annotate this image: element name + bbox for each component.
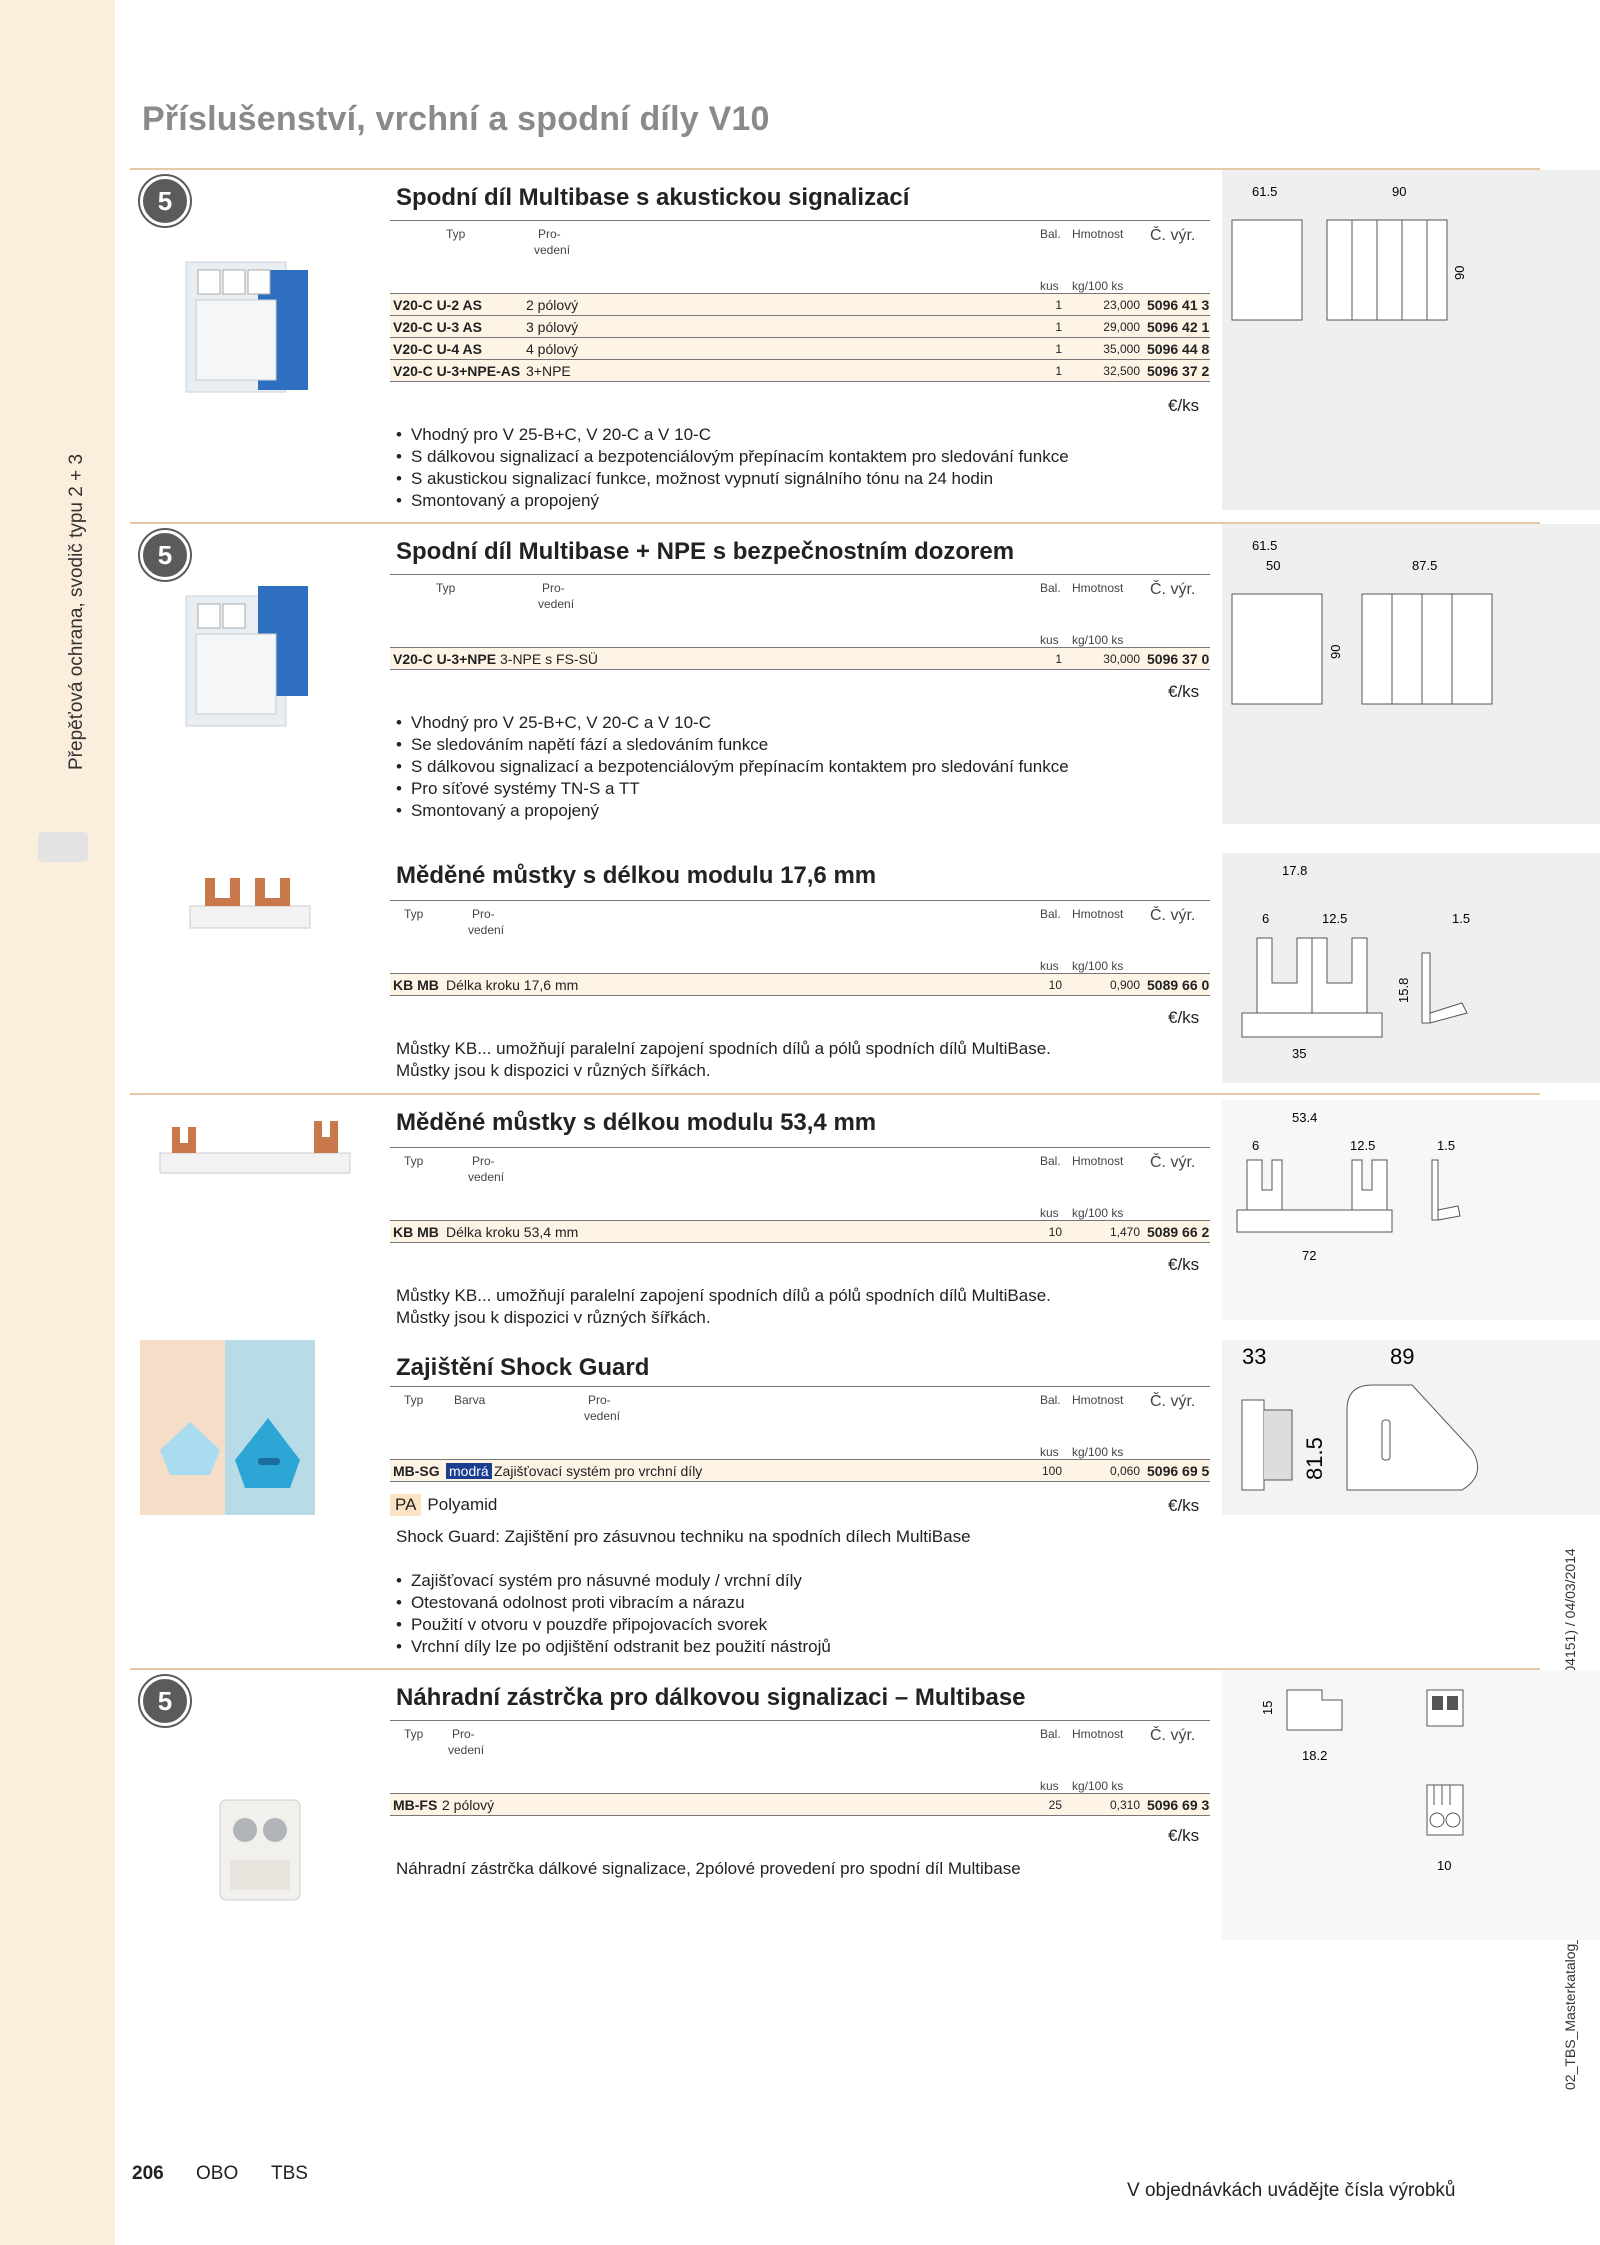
table-row: KB MB Délka kroku 53,4 mm 10 1,470 5089 66 2 xyxy=(390,1221,1210,1243)
price-unit: €/ks xyxy=(1168,1496,1200,1515)
list-item: • Pro síťové systémy TN-S a TT xyxy=(396,778,1069,800)
section-title: Měděné můstky s délkou modulu 17,6 mm xyxy=(396,862,877,889)
col-cvyr: Č. výr. xyxy=(1150,227,1196,244)
dim-label: 90 xyxy=(1328,644,1343,659)
table-row: V20-C U-2 AS 2 pólový 1 23,000 5096 41 3 xyxy=(390,294,1210,316)
col-cvyr: Č. výr. xyxy=(1150,1393,1196,1410)
product-table xyxy=(390,1147,1210,1243)
product-table xyxy=(390,1720,1210,1816)
material-info xyxy=(390,1494,497,1516)
dim-label: 15 xyxy=(1260,1700,1275,1715)
col-vedeni: vedení xyxy=(468,923,505,937)
col-bal: Bal. xyxy=(1040,907,1061,921)
list-item: • Se sledováním napětí fází a sledováním funkce xyxy=(396,734,1069,756)
feature-list xyxy=(396,424,1069,512)
col-vedeni: vedení xyxy=(448,1743,485,1757)
feature-list xyxy=(396,712,1069,822)
dim-label: 1.5 xyxy=(1452,911,1471,926)
table-row: MB-FS 2 pólový 25 0,310 5096 69 3 xyxy=(390,1794,1210,1816)
list-item: • Vrchní díly lze po odjištění odstranit bez použití nástrojů xyxy=(396,1636,831,1658)
table-row: KB MB Délka kroku 17,6 mm 10 0,900 5089 66 0 xyxy=(390,974,1210,996)
copper-bridge-long-image xyxy=(150,1107,360,1197)
dim-label: 87.5 xyxy=(1412,558,1438,573)
section-title: Spodní díl Multibase + NPE s bezpečnostním dozorem xyxy=(396,538,1015,565)
col-typ: Typ xyxy=(404,907,424,921)
col-hmotnost: Hmotnost xyxy=(1072,907,1124,921)
product-table xyxy=(390,900,1210,996)
col-vedeni: vedení xyxy=(534,243,571,257)
dim-label: 15.8 xyxy=(1396,977,1411,1003)
unit-kg: kg/100 ks xyxy=(1072,633,1124,647)
col-bal: Bal. xyxy=(1040,581,1061,595)
col-typ: Typ xyxy=(404,1154,424,1168)
description-line: Shock Guard: Zajištění pro zásuvnou techniku na spodních dílech MultiBase xyxy=(396,1527,971,1546)
product-table xyxy=(390,574,1210,670)
list-item: • S dálkovou signalizací a bezpotenciálovým přepínacím kontaktem pro sledování funkce xyxy=(396,756,1069,778)
dim-label: 72 xyxy=(1302,1248,1317,1263)
dim-label: 53.4 xyxy=(1292,1110,1318,1125)
col-bal: Bal. xyxy=(1040,1393,1061,1407)
product-table xyxy=(390,1386,1210,1482)
col-vedeni: vedení xyxy=(468,1170,505,1184)
section-copper-bridge-17 xyxy=(130,848,1540,1092)
dim-label: 90 xyxy=(1392,184,1407,199)
dim-label: 1.5 xyxy=(1437,1138,1456,1153)
col-barva: Barva xyxy=(454,1393,486,1407)
col-hmotnost: Hmotnost xyxy=(1072,1393,1124,1407)
col-bal: Bal. xyxy=(1040,227,1061,241)
col-hmotnost: Hmotnost xyxy=(1072,227,1124,241)
dim-label: 61.5 xyxy=(1252,184,1278,199)
description-line: Můstky KB... umožňují paralelní zapojení spodních dílů a pólů spodních dílů MultiBase. xyxy=(396,1286,1051,1305)
col-pro: Pro- xyxy=(452,1727,475,1741)
price-unit: €/ks xyxy=(1168,1255,1200,1274)
section-title: Měděné můstky s délkou modulu 53,4 mm xyxy=(396,1109,877,1136)
col-bal: Bal. xyxy=(1040,1154,1061,1168)
dim-label: 10 xyxy=(1437,1858,1452,1873)
col-vedeni: vedení xyxy=(538,597,575,611)
dim-label: 81.5 xyxy=(1302,1437,1327,1480)
list-item: • S akustickou signalizací funkce, možnost vypnutí signálního tónu na 24 hodin xyxy=(396,468,1069,490)
description-line: Náhradní zástrčka dálkové signalizace, 2pólové provedení pro spodní díl Multibase xyxy=(396,1859,1021,1878)
list-item: • Smontovaný a propojený xyxy=(396,800,1069,822)
unit-kus: kus xyxy=(1040,279,1059,293)
section-multibase-acoustic xyxy=(130,168,1540,522)
side-thumbnail xyxy=(38,832,88,862)
dim-label: 89 xyxy=(1390,1344,1415,1369)
dim-label: 18.2 xyxy=(1302,1748,1328,1763)
unit-kus: kus xyxy=(1040,1206,1059,1220)
unit-kg: kg/100 ks xyxy=(1072,1445,1124,1459)
description xyxy=(396,1858,1021,1880)
multibase-npe-product-image xyxy=(168,564,318,744)
dim-label: 50 xyxy=(1266,558,1281,573)
section-shock-guard xyxy=(130,1340,1540,1665)
dimension-drawing xyxy=(1222,1100,1600,1320)
price-unit: €/ks xyxy=(1168,1826,1200,1845)
page-title: Příslušenství, vrchní a spodní díly V10 xyxy=(142,100,770,138)
price-unit: €/ks xyxy=(1168,1008,1200,1027)
dimension-drawing xyxy=(1222,1340,1600,1515)
description xyxy=(396,1526,971,1548)
material-name: Polyamid xyxy=(427,1495,498,1514)
unit-kus: kus xyxy=(1040,1779,1059,1793)
material-code: PA xyxy=(390,1494,421,1516)
col-pro: Pro- xyxy=(472,907,495,921)
table-row: V20-C U-3 AS 3 pólový 1 29,000 5096 42 1 xyxy=(390,316,1210,338)
description xyxy=(396,1285,1051,1329)
col-cvyr: Č. výr. xyxy=(1150,907,1196,924)
unit-kg: kg/100 ks xyxy=(1072,1779,1124,1793)
list-item: • Použití v otvoru v pouzdře připojovacích svorek xyxy=(396,1614,831,1636)
dimension-drawing xyxy=(1222,524,1600,824)
list-item: • S dálkovou signalizací a bezpotenciálovým přepínacím kontaktem pro sledování funkce xyxy=(396,446,1069,468)
section-title: Zajištění Shock Guard xyxy=(396,1354,650,1381)
copper-bridge-image xyxy=(180,858,330,938)
section-title: Náhradní zástrčka pro dálkovou signalizaci – Multibase xyxy=(396,1684,1026,1711)
side-label: Přepěťová ochrana, svodič typu 2 + 3 xyxy=(66,453,87,770)
dim-label: 12.5 xyxy=(1350,1138,1376,1153)
product-table xyxy=(390,220,1210,382)
dim-label: 6 xyxy=(1252,1138,1260,1153)
replacement-plug-image xyxy=(200,1770,320,1920)
dim-label: 6 xyxy=(1262,911,1270,926)
dimension-drawing xyxy=(1222,170,1600,510)
list-item: • Smontovaný a propojený xyxy=(396,490,1069,512)
unit-kg: kg/100 ks xyxy=(1072,959,1124,973)
unit-kus: kus xyxy=(1040,633,1059,647)
price-unit: €/ks xyxy=(1168,396,1200,415)
dimension-drawing xyxy=(1222,853,1600,1083)
description-line: Můstky jsou k dispozici v různých šířkách. xyxy=(396,1308,711,1327)
table-row: V20-C U-3+NPE 3-NPE s FS-SÜ 1 30,000 5096 37 0 xyxy=(390,648,1210,670)
description-line: Můstky KB... umožňují paralelní zapojení spodních dílů a pólů spodních dílů MultiBase. xyxy=(396,1039,1051,1058)
description-line: Můstky jsou k dispozici v různých šířkách. xyxy=(396,1061,711,1080)
unit-kus: kus xyxy=(1040,1445,1059,1459)
price-unit: €/ks xyxy=(1168,682,1200,701)
dim-label: 35 xyxy=(1292,1046,1307,1061)
list-item: • Vhodný pro V 25-B+C, V 20-C a V 10-C xyxy=(396,712,1069,734)
page-number: 206 xyxy=(132,2163,164,2184)
col-pro: Pro- xyxy=(538,227,561,241)
col-cvyr: Č. výr. xyxy=(1150,1154,1196,1171)
col-cvyr: Č. výr. xyxy=(1150,581,1196,598)
dim-label: 12.5 xyxy=(1322,911,1348,926)
col-cvyr: Č. výr. xyxy=(1150,1727,1196,1744)
col-typ: Typ xyxy=(436,581,456,595)
col-pro: Pro- xyxy=(542,581,565,595)
unit-kg: kg/100 ks xyxy=(1072,1206,1124,1220)
dimension-drawing xyxy=(1222,1670,1600,1940)
footer-note: V objednávkách uvádějte čísla výrobků xyxy=(1127,2180,1456,2201)
col-typ: Typ xyxy=(404,1727,424,1741)
table-row: V20-C U-4 AS 4 pólový 1 35,000 5096 44 8 xyxy=(390,338,1210,360)
footer-tbs: TBS xyxy=(271,2163,308,2184)
five-year-badge-icon: 5 xyxy=(140,176,190,226)
col-pro: Pro- xyxy=(472,1154,495,1168)
col-vedeni: vedení xyxy=(584,1409,621,1423)
description xyxy=(396,1038,1051,1082)
multibase-product-image xyxy=(168,230,318,410)
table-row: MB-SG modrá Zajišťovací systém pro vrchní díly 100 0,060 5096 69 5 xyxy=(390,1460,1210,1482)
section-copper-bridge-53 xyxy=(130,1093,1540,1341)
dim-label: 61.5 xyxy=(1252,538,1278,553)
unit-kus: kus xyxy=(1040,959,1059,973)
col-pro: Pro- xyxy=(588,1393,611,1407)
col-typ: Typ xyxy=(446,227,466,241)
feature-list xyxy=(396,1570,831,1658)
section-replacement-plug xyxy=(130,1668,1540,2110)
col-typ: Typ xyxy=(404,1393,424,1407)
list-item: • Vhodný pro V 25-B+C, V 20-C a V 10-C xyxy=(396,424,1069,446)
dim-label: 90 xyxy=(1452,265,1467,280)
dim-label: 33 xyxy=(1242,1344,1267,1369)
col-hmotnost: Hmotnost xyxy=(1072,1727,1124,1741)
five-year-badge-icon: 5 xyxy=(140,1676,190,1726)
shock-guard-image xyxy=(140,1340,315,1515)
col-hmotnost: Hmotnost xyxy=(1072,1154,1124,1168)
col-hmotnost: Hmotnost xyxy=(1072,581,1124,595)
unit-kg: kg/100 ks xyxy=(1072,279,1124,293)
section-title: Spodní díl Multibase s akustickou signalizací xyxy=(396,184,910,211)
table-row: V20-C U-3+NPE-AS 3+NPE 1 32,500 5096 37 2 xyxy=(390,360,1210,382)
five-year-badge-icon: 5 xyxy=(140,530,190,580)
footer-brand: OBO xyxy=(196,2163,239,2184)
list-item: • Zajišťovací systém pro násuvné moduly / vrchní díly xyxy=(396,1570,831,1592)
list-item: • Otestovaná odolnost proti vibracím a nárazu xyxy=(396,1592,831,1614)
dim-label: 17.8 xyxy=(1282,863,1308,878)
section-multibase-npe xyxy=(130,522,1540,849)
side-band xyxy=(0,0,115,2245)
col-bal: Bal. xyxy=(1040,1727,1061,1741)
